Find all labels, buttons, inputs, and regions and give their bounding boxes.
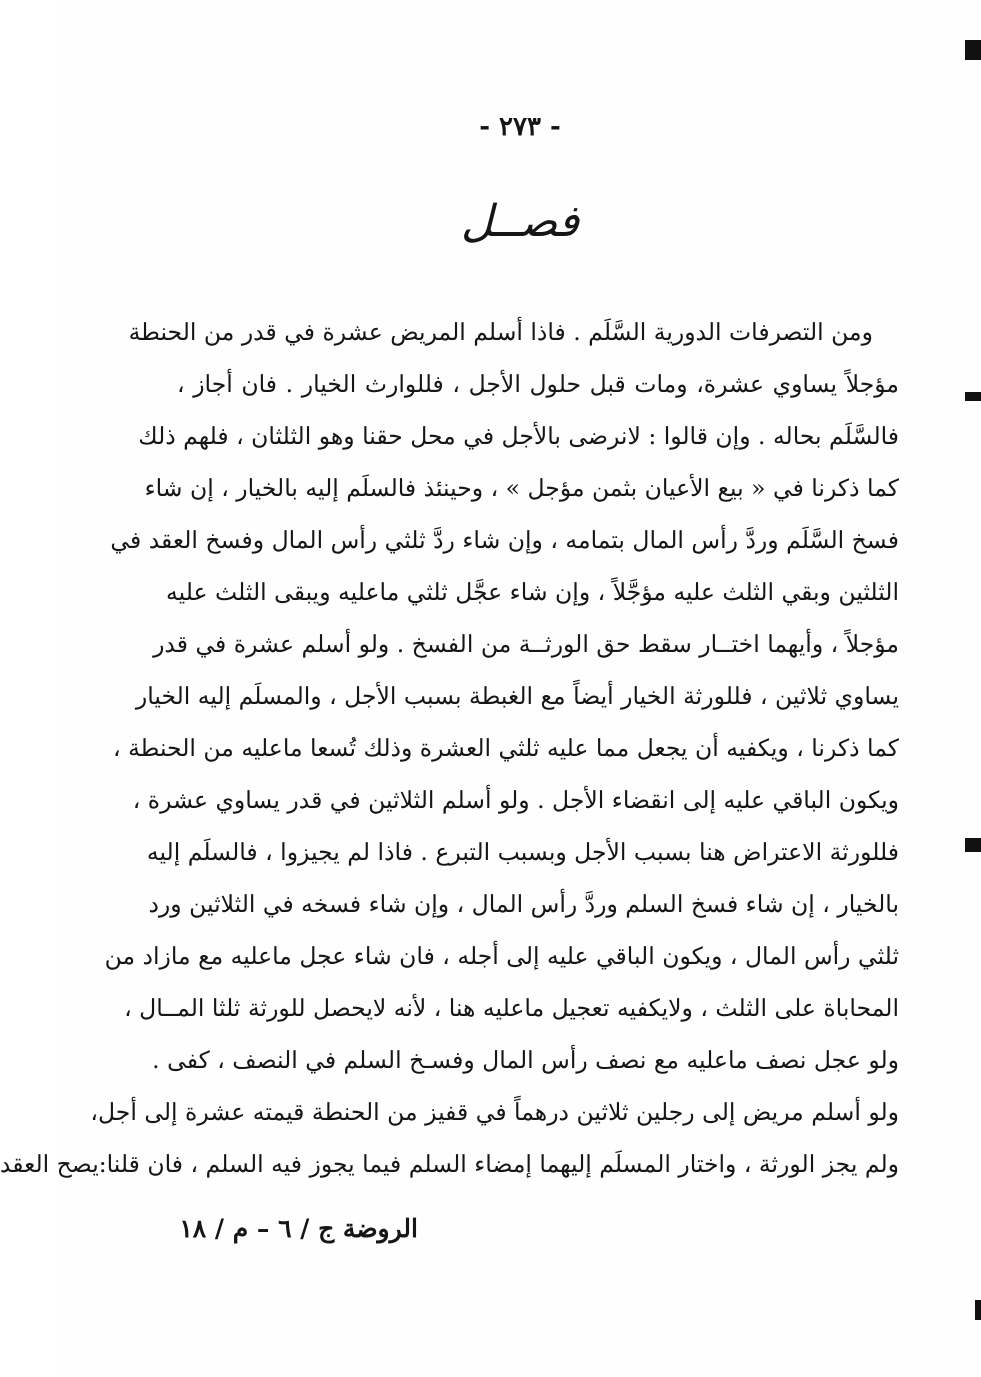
section-heading: فصــل (460, 196, 580, 247)
text-line: يساوي ثلاثين ، فللورثة الخيار أيضاً مع الغبطة بسبب الأجل ، والمسلَم إليه الخيار (135, 682, 899, 710)
text-line: ويكون الباقي عليه إلى انقضاء الأجل . ولو أسلم الثلاثين في قدر يساوي عشرة ، (132, 786, 899, 814)
text-line: ولو عجل نصف ماعليه مع نصف رأس المال وفسـخ السلم في النصف ، كفى . (152, 1046, 899, 1074)
text-line: ومن التصرفات الدورية السَّلَم . فاذا أسلم المريض عشرة في قدر من الحنطة (128, 318, 873, 346)
text-line: المحاباة على الثلث ، ولايكفيه تعجيل ماعليه هنا ، لأنه لايحصل للورثة ثلثا المــال ، (124, 994, 899, 1022)
text-line: مؤجلاً يساوي عشرة، ومات قبل حلول الأجل ، فللوارث الخيار . فان أجاز ، (177, 370, 899, 398)
text-line: فللورثة الاعتراض هنا بسبب الأجل وبسبب التبرع . فاذا لم يجيزوا ، فالسلَم إليه (146, 838, 899, 866)
text-line: كما ذكرنا ، ويكفيه أن يجعل مما عليه ثلثي العشرة وذلك تُسعا ماعليه من الحنطة ، (113, 734, 899, 762)
footer-signature: الروضة ج / ٦ – م / ١٨ (179, 1214, 418, 1243)
text-line: الثلثين وبقي الثلث عليه مؤجَّلاً ، وإن شاء عجَّل ثلثي ماعليه ويبقى الثلث عليه (166, 578, 899, 606)
body-paragraph (0, 306, 899, 1190)
text-line: ولو أسلم مريض إلى رجلين ثلاثين درهماً في قفيز من الحنطة قيمته عشرة إلى أجل، (90, 1098, 899, 1126)
text-line: فالسَّلَم بحاله . وإن قالوا : لانرضى بالأجل في محل حقنا وهو الثلثان ، فلهم ذلك (138, 422, 899, 450)
margin-mark (975, 1300, 981, 1320)
page-number: - ٢٧٣ - (479, 112, 561, 142)
margin-mark (965, 40, 981, 60)
text-line: مؤجلاً ، وأيهما اختــار سقط حق الورثــة من الفسخ . ولو أسلم عشرة في قدر (153, 630, 899, 658)
text-line: كما ذكرنا في « بيع الأعيان بثمن مؤجل » ، وحينئذ فالسلَم إليه بالخيار ، إن شاء (144, 474, 899, 502)
text-line: فسخ السَّلَم وردَّ رأس المال بتمامه ، وإن شاء ردَّ ثلثي رأس المال وفسخ العقد في (110, 526, 899, 554)
margin-mark (965, 392, 981, 401)
text-line: بالخيار ، إن شاء فسخ السلم وردَّ رأس المال ، وإن شاء فسخه في الثلاثين ورد (148, 890, 899, 918)
text-line: ولم يجز الورثة ، واختار المسلَم إليهما إمضاء السلم فيما يجوز فيه السلم ، فان قلنا:يصح العقد (0, 1150, 899, 1178)
margin-mark (965, 838, 981, 852)
text-line: ثلثي رأس المال ، ويكون الباقي عليه إلى أجله ، فان شاء عجل ماعليه مع مازاد من (104, 942, 899, 970)
